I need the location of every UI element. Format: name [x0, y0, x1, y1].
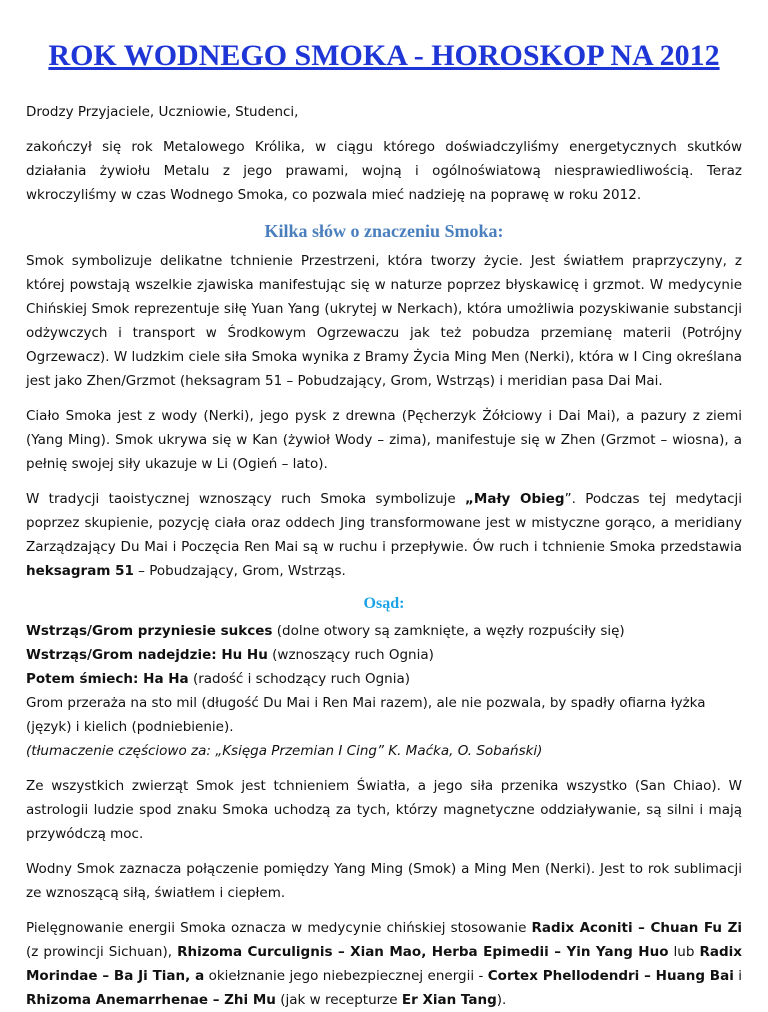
text: W tradycji taoistycznej wznoszący ruch Smoka symbolizuje: [26, 491, 466, 507]
paragraph-care: [26, 916, 742, 1012]
bold-text: Radix Aconiti – Chuan Fu Zi: [531, 920, 742, 936]
judgment-line: Grom przeraża na sto mil (długość Du Mai i Ren Mai razem), ale nie pozwala, by spadły ofiarna łyżka (język) i kielich (podniebienie).: [26, 695, 706, 735]
bold-text: Rhizoma Anemarrhenae – Zhi Mu: [26, 992, 276, 1008]
text: (radość i schodzący ruch Ognia): [188, 671, 410, 687]
judgment-line: [26, 667, 742, 691]
bold-text: „Mały Obieg: [465, 491, 565, 507]
paragraph-water-dragon: Wodny Smok zaznacza połączenie pomiędzy Yang Ming (Smok) a Ming Men (Nerki). Jest to rok sublimacji ze wznoszącą siłą, światłem i ciepłem.: [26, 861, 742, 901]
text: lub: [668, 944, 700, 960]
section-heading-dragon-meaning: Kilka słów o znaczeniu Smoka:: [264, 221, 504, 241]
judgment-line: [26, 643, 742, 667]
text: Pielęgnowanie energii Smoka oznacza w medycynie chińskiej stosowanie: [26, 920, 532, 936]
intro-paragraph: zakończył się rok Metalowego Królika, w ciągu którego doświadczyliśmy energetycznych skutków działania żywiołu Metalu z jego prawami, wojną i ogólnoświatową niesprawiedliwością. Teraz wkroczyliśmy w czas Wodnego Smoka, co pozwala mieć nadzieję na poprawę w roku 2012.: [26, 139, 742, 203]
paragraph-taoist: [26, 487, 742, 583]
paragraph-symbol: Smok symbolizuje delikatne tchnienie Przestrzeni, która tworzy życie. Jest światłem praprzyczyny, z której powstają wszelkie zjawiska manifestując się w naturze poprzez błyskawicę i grzmot. W medycynie Chińskiej Smok reprezentuje siłę Yuan Yang (ukrytej w Nerkach), która umożliwia pozyskiwanie substancji odżywczych i transport w Środkowym Ogrzewaczu jak też pobudza przemianę materii (Potrójny Ogrzewacz). W ludzkim ciele siła Smoka wynika z Bramy Życia Ming Men (Nerki), która w I Cing określana jest jako Zhen/Grzmot (heksagram 51 – Pobudzający, Grom, Wstrząs) i meridian pasa Dai Mai.: [26, 253, 742, 389]
paragraph-body: Ciało Smoka jest z wody (Nerki), jego pysk z drewna (Pęcherzyk Żółciowy i Dai Mai), a pazury z ziemi (Yang Ming). Smok ukrywa się w Kan (żywioł Wody – zima), manifestuje się w Zhen (Grzmot – wiosna), a pełnię swojej siły ukazuje w Li (Ogień – lato).: [26, 408, 742, 472]
bold-text: Cortex Phellodendri – Huang Bai: [487, 968, 734, 984]
document-page: [26, 0, 742, 1012]
text: ”. Podczas tej medytacji poprzez skupienie, pozycję ciała oraz oddech Jing transformowane jest w mistyczne gorąco, a meridiany Zarządzający Du Mai i Poczęcia Ren Mai są w ruchu i przepływie. Ów ruch i tchnienie Smoka przedstawia: [26, 491, 742, 555]
text: (z prowincji Sichuan),: [26, 944, 178, 960]
bold-text: Potem śmiech: Ha Ha: [26, 671, 189, 687]
translation-note: (tłumaczenie częściowo za: „Księga Przemian I Cing” K. Maćka, O. Sobański): [26, 743, 543, 759]
text: (dolne otwory są zamknięte, a węzły rozpuściły się): [272, 623, 625, 639]
bold-text: Er Xian Tang: [401, 992, 497, 1008]
text: i: [733, 968, 742, 984]
section-heading-judgment: Osąd:: [363, 595, 405, 612]
document-title: ROK WODNEGO SMOKA - HOROSKOP NA 2012: [48, 39, 720, 72]
bold-text: Radix Morindae – Ba Ji Tian, a: [26, 944, 742, 984]
text: ).: [496, 992, 507, 1008]
bold-text: heksagram 51: [26, 563, 134, 579]
judgment-line: [26, 619, 742, 643]
text: okiełznanie jego niebezpiecznej energii -: [204, 968, 488, 984]
bold-text: Wstrząs/Grom nadejdzie: Hu Hu: [26, 647, 268, 663]
text: (jak w recepturze: [275, 992, 402, 1008]
greeting: Drodzy Przyjaciele, Uczniowie, Studenci,: [26, 104, 299, 120]
bold-text: Wstrząs/Grom przyniesie sukces: [26, 623, 273, 639]
text: – Pobudzający, Grom, Wstrząs.: [133, 563, 346, 579]
text: (wznoszący ruch Ognia): [267, 647, 434, 663]
paragraph-light: Ze wszystkich zwierząt Smok jest tchnieniem Światła, a jego siła przenika wszystko (San Chiao). W astrologii ludzie spod znaku Smoka uchodzą za tych, którzy magnetyczne oddziaływanie, są silni i mają przywódczą moc.: [26, 778, 742, 842]
judgment-block: [26, 619, 742, 763]
bold-text: Rhizoma Curculignis – Xian Mao, Herba Epimedii – Yin Yang Huo: [177, 944, 669, 960]
